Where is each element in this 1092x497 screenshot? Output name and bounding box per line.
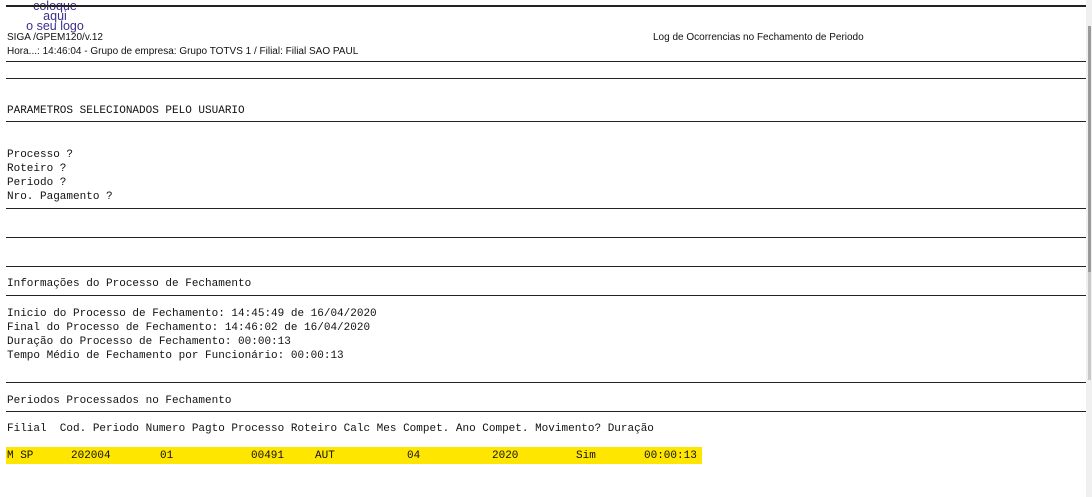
param-item: Processo ? [7, 149, 74, 161]
header-rule [6, 61, 1086, 62]
params-title-rule [6, 121, 1086, 122]
params-end-rule [6, 208, 1086, 209]
scrollbar-thumb[interactable] [1088, 26, 1091, 272]
blank-rule-2 [6, 266, 1086, 267]
periods-title: Periodos Processados no Fechamento [7, 395, 232, 407]
logo-line-1: aqui [43, 9, 67, 23]
cell-roteiro: AUT [315, 450, 335, 462]
process-info-line: Duração do Processo de Fechamento: 00:00:13 [7, 336, 291, 348]
logo-line-2: o seu logo [26, 19, 84, 33]
cell-ano: 2020 [492, 450, 519, 462]
process-info-line: Inicio do Processo de Fechamento: 14:45:49 de 16/04/2020 [7, 308, 377, 320]
cell-movimento: Sim [576, 450, 596, 462]
report-title: Log de Ocorrencias no Fechamento de Periodo [653, 32, 864, 43]
param-item: Periodo ? [7, 177, 67, 189]
param-item: Roteiro ? [7, 163, 67, 175]
param-item: Nro. Pagamento ? [7, 191, 113, 203]
process-info-end-rule [6, 382, 1086, 383]
scrollbar-thumb-lower [1088, 272, 1091, 380]
cell-duracao: 00:00:13 [644, 450, 697, 462]
process-info-title: Informações do Processo de Fechamento [7, 278, 252, 290]
blank-rule-1 [6, 237, 1086, 238]
cell-processo: 00491 [251, 450, 285, 462]
process-info-rule [6, 295, 1086, 296]
section-rule [6, 78, 1086, 79]
cell-numero: 01 [160, 450, 174, 462]
params-title: PARAMETROS SELECIONADOS PELO USUARIO [7, 105, 245, 117]
cell-periodo: 202004 [71, 450, 111, 462]
header-info: Hora...: 14:46:04 - Grupo de empresa: Grupo TOTVS 1 / Filial: Filial SAO PAUL [7, 46, 359, 57]
system-version: SIGA /GPEM120/v.12 [7, 32, 103, 43]
process-info-line: Final do Processo de Fechamento: 14:46:02 de 16/04/2020 [7, 322, 371, 334]
periods-title-rule [6, 411, 1086, 412]
cell-filial: M SP [7, 450, 34, 462]
periods-table-header: Filial Cod. Periodo Numero Pagto Processo Roteiro Calc Mes Compet. Ano Compet. Movimento? Duração [7, 423, 654, 435]
process-info-line: Tempo Médio de Fechamento por Funcionário: 00:00:13 [7, 350, 344, 362]
top-rule [6, 5, 1086, 7]
cell-mes: 04 [407, 450, 421, 462]
